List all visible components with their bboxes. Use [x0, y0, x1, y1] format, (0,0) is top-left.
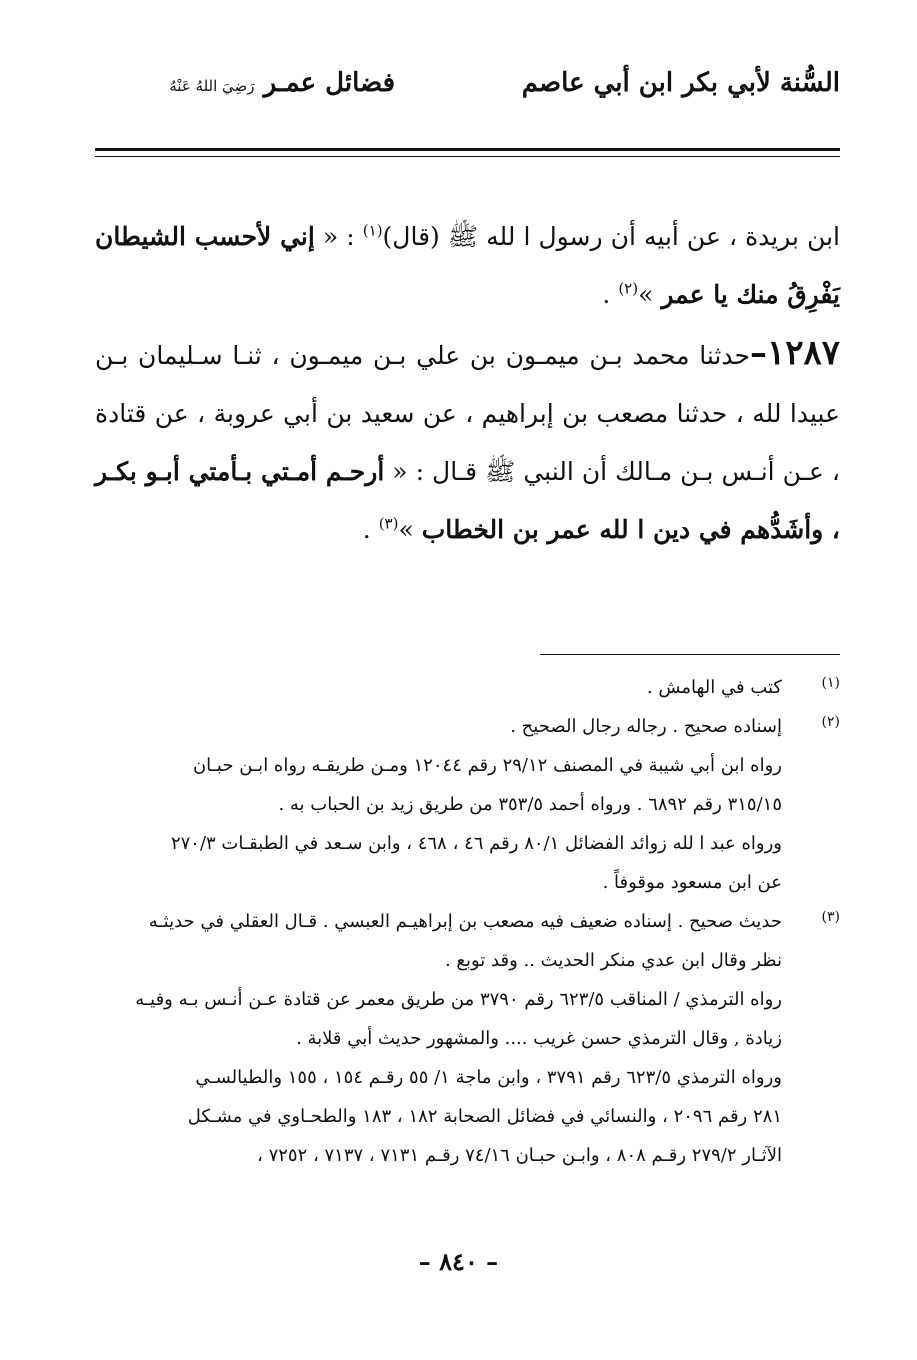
- hadith-number: ١٢٨٧: [766, 333, 840, 373]
- hadith-1287: [95, 324, 840, 559]
- continuation-text: ابن بريدة ، عن أبيه أن رسول ا لله ﷺ (قال): [382, 222, 840, 251]
- chapter-title-group: [169, 68, 395, 98]
- hadith-quote: أرحـم أمـتي بـأمتي أبـو بكـر ، وأشَدُّهم في دين ا لله عمر بن الخطاب: [95, 457, 840, 544]
- footnote-line: ورواه الترمذي ٦٢٣/٥ رقم ٣٧٩١ ، وابن ماجة ١/ ٥٥ رقـم ١٥٤ ، ١٥٥ والطيالسـي: [195, 1067, 782, 1088]
- page-number: – ٨٤٠ –: [418, 1247, 499, 1276]
- hadith-chain: حدثنا محمد بـن ميمـون بن علي بـن ميمـون ، ثنـا سـليمان بـن عبيدا لله ، حدثنا مصعب بن إبراهيم ، عن سعيد بن أبي عروبة ، عن قتادة ، عـن أنـس بـن مـالك أن النبي ﷺ قـال : «: [95, 341, 840, 486]
- eulogy-glyph: رَضِيَ اللهُ عَنْهُ: [169, 77, 255, 95]
- header-rule-thin: [95, 156, 840, 157]
- footnote-line: ٢٨١ رقم ٢٠٩٦ ، والنسائي في فضائل الصحابة ١٨٢ ، ١٨٣ والطحـاوي في مشـكل: [187, 1106, 782, 1127]
- footnote-line: ورواه عبد ا لله زوائد الفضائل ٨٠/١ رقم ٤٦ ، ٤٦٨ ، وابن سـعد في الطبقـات ٢٧٠/٣: [170, 833, 782, 854]
- footnote-line: ٣١٥/١٥ رقم ٦٨٩٢ . ورواه أحمد ٣٥٣/٥ من طريق زيد بن الحباب به .: [278, 794, 782, 815]
- footnote-mark: (٢): [821, 714, 840, 730]
- footnote-mark: (١): [821, 675, 840, 691]
- footnote-line: إسناده صحيح . رجاله رجال الصحيح .: [510, 716, 782, 737]
- footnote-ref-2: (٢): [618, 279, 639, 298]
- footnote-2: [95, 707, 840, 902]
- hadith-close-quote: »: [398, 515, 422, 544]
- footnotes: [95, 668, 840, 1175]
- footnote-ref-1: (١): [362, 221, 383, 240]
- footnote-line: حديث صحيح . إسناده ضعيف فيه مصعب بن إبراهيـم العبسي . قـال العقلي في حديثـه: [148, 911, 782, 932]
- main-text: [95, 208, 840, 559]
- footnote-line: زيادة , وقال الترمذي حسن غريب .... والمشهور حديث أبي قلابة .: [296, 1028, 782, 1049]
- footnote-separator: [540, 654, 840, 655]
- running-header: [95, 68, 840, 118]
- footnote-mark: (٣): [821, 909, 840, 925]
- continuation-close-quote: »: [638, 280, 662, 309]
- hadith-continuation: [95, 208, 840, 324]
- footnote-1: [95, 668, 840, 707]
- footnote-line: الآثـار ٢٧٩/٢ رقـم ٨٠٨ ، وابـن حبـان ٧٤/١٦ رقـم ٧١٣١ ، ٧١٣٧ ، ٧٢٥٢ ،: [257, 1145, 782, 1166]
- footnote-line: رواه الترمذي / المناقب ٦٢٣/٥ رقم ٣٧٩٠ من طريق معمر عن قتادة عـن أنـس بـه وفيـه: [135, 989, 782, 1010]
- continuation-open-quote: : «: [314, 222, 363, 251]
- footnote-line: عن ابن مسعود موقوفاً .: [602, 872, 782, 893]
- footnote-line: رواه ابن أبي شيبة في المصنف ٢٩/١٢ رقم ١٢٠٤٤ ومـن طريقـه رواه ابـن حبـان: [192, 755, 782, 776]
- footnote-3: [95, 902, 840, 1175]
- hadith-end: .: [362, 515, 379, 544]
- prophetic-quote: إني لأحسب الشيطان يَفْرِقُ منك يا عمر: [95, 222, 840, 309]
- chapter-title: فضائل عمـر: [263, 68, 395, 98]
- hadith-number-dash: –: [749, 333, 767, 373]
- footnote-ref-3: (٣): [378, 514, 399, 533]
- footnote-line: نظر وقال ابن عدي منكر الحديث .. وقد توبع .: [444, 950, 782, 971]
- continuation-end: .: [602, 280, 619, 309]
- footnote-line: كتب في الهامش .: [646, 677, 782, 698]
- book-title: السُّنة لأبي بكر ابن أبي عاصم: [521, 68, 840, 98]
- header-rule-thick: [95, 148, 840, 151]
